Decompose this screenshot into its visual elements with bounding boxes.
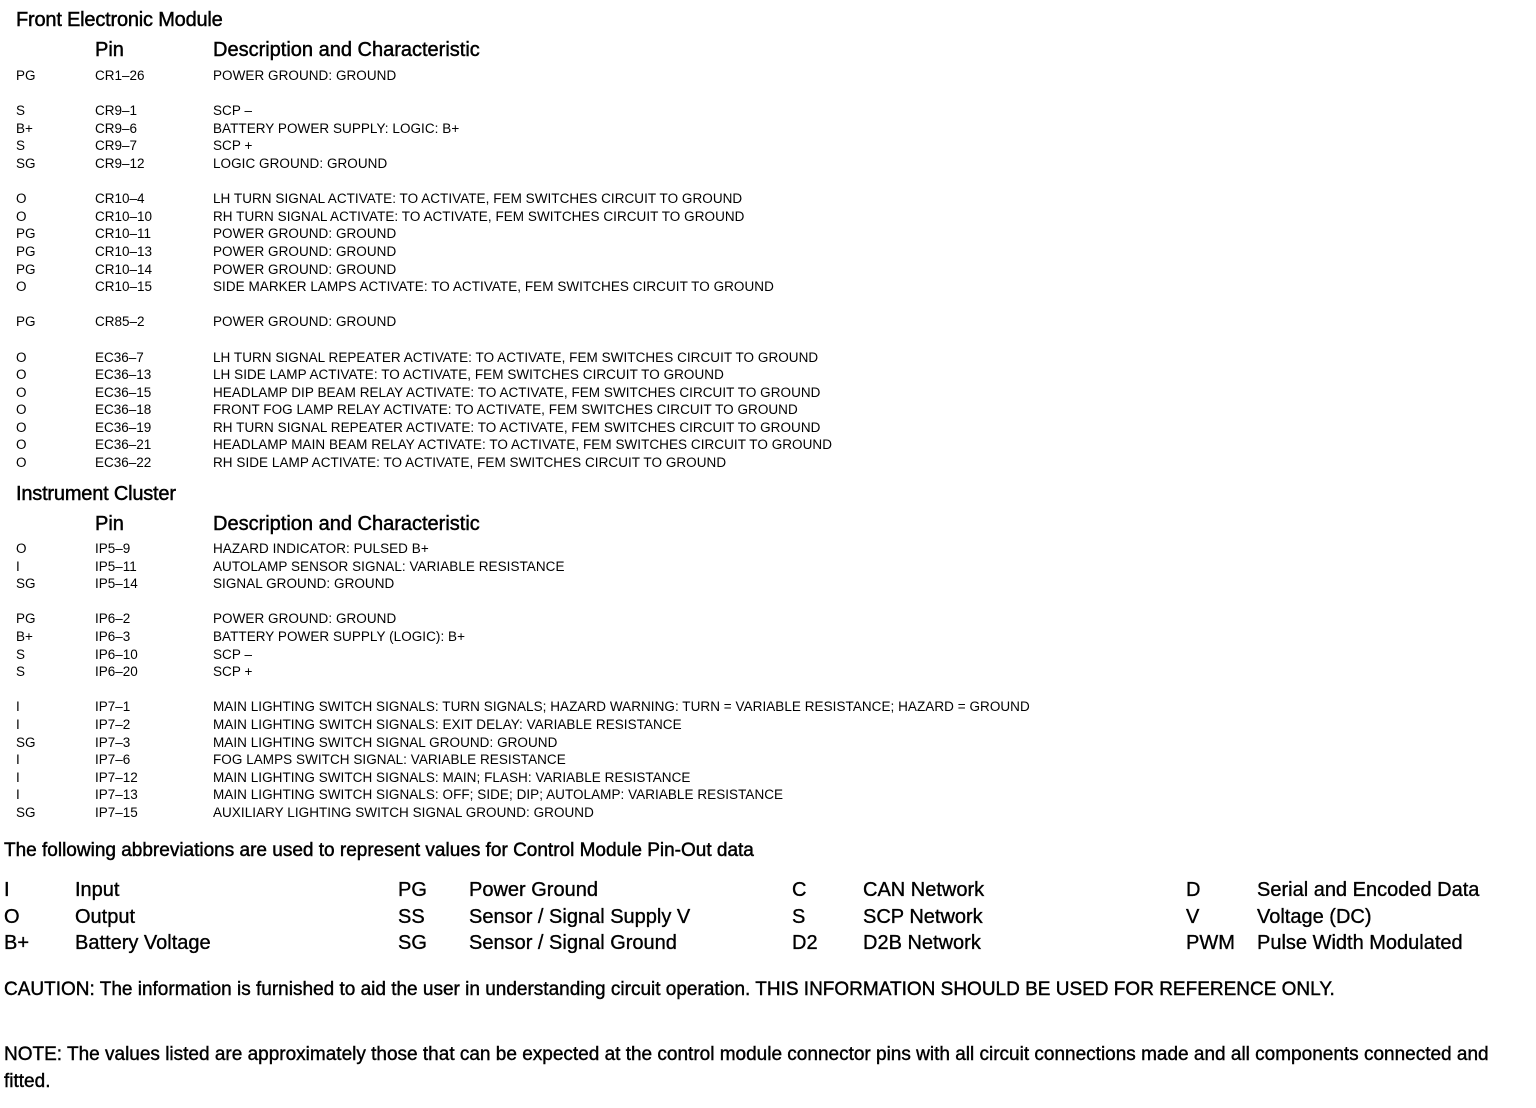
table-row bbox=[0, 804, 1536, 822]
pin-id: EC36–19 bbox=[95, 419, 152, 435]
abbreviation-code: I bbox=[4, 879, 10, 901]
table-row bbox=[0, 663, 1536, 681]
pin-type-code: O bbox=[16, 191, 27, 207]
pin-type-code: O bbox=[16, 367, 27, 383]
row-spacer bbox=[0, 173, 1536, 191]
pin-description: AUXILIARY LIGHTING SWITCH SIGNAL GROUND: GROUND bbox=[213, 804, 594, 820]
pin-description: MAIN LIGHTING SWITCH SIGNALS: TURN SIGNALS; HAZARD WARNING: TURN = VARIABLE RESISTANCE; HAZARD = GROUND bbox=[213, 699, 1030, 715]
pin-description: BATTERY POWER SUPPLY: LOGIC: B+ bbox=[213, 120, 460, 136]
pin-description: LH TURN SIGNAL ACTIVATE: TO ACTIVATE, FEM SWITCHES CIRCUIT TO GROUND bbox=[213, 191, 743, 207]
pin-type-code: SG bbox=[16, 804, 36, 820]
row-spacer bbox=[0, 85, 1536, 103]
pin-id: IP7–13 bbox=[95, 787, 138, 803]
table-row bbox=[0, 769, 1536, 787]
pin-description: HEADLAMP DIP BEAM RELAY ACTIVATE: TO ACTIVATE, FEM SWITCHES CIRCUIT TO GROUND bbox=[213, 384, 821, 400]
abbreviation-meaning: D2B Network bbox=[863, 932, 981, 954]
pin-description: AUTOLAMP SENSOR SIGNAL: VARIABLE RESISTANCE bbox=[213, 558, 565, 574]
pin-type-code: PG bbox=[16, 611, 36, 627]
ic-pin-table bbox=[0, 540, 1536, 822]
pin-type-code: O bbox=[16, 541, 27, 556]
pin-type-code: S bbox=[16, 103, 26, 119]
table-row bbox=[0, 698, 1536, 716]
pin-id: IP7–15 bbox=[95, 804, 138, 820]
pin-description: SCP + bbox=[213, 138, 253, 154]
pin-id: CR10–4 bbox=[95, 191, 145, 207]
table-row bbox=[0, 558, 1536, 576]
pin-description: RH TURN SIGNAL ACTIVATE: TO ACTIVATE, FEM SWITCHES CIRCUIT TO GROUND bbox=[213, 208, 745, 224]
abbreviation-row bbox=[0, 930, 1536, 957]
abbreviation-code: D bbox=[1186, 879, 1201, 901]
pin-id: IP7–12 bbox=[95, 769, 138, 785]
pin-description: POWER GROUND: GROUND bbox=[213, 314, 397, 330]
pin-id: EC36–21 bbox=[95, 437, 152, 453]
pin-id: IP5–14 bbox=[95, 576, 138, 592]
table-row bbox=[0, 575, 1536, 593]
pin-id: IP6–20 bbox=[95, 664, 138, 680]
pin-id: IP6–3 bbox=[95, 628, 131, 644]
table-row bbox=[0, 540, 1536, 558]
pin-description: POWER GROUND: GROUND bbox=[213, 226, 397, 242]
abbreviation-row bbox=[0, 904, 1536, 931]
pin-id: CR9–6 bbox=[95, 120, 138, 136]
pin-type-code: PG bbox=[16, 243, 36, 259]
pin-type-code: I bbox=[16, 769, 20, 785]
pin-type-code: I bbox=[16, 699, 20, 715]
abbreviation-code: PG bbox=[398, 879, 427, 901]
pin-id: EC36–13 bbox=[95, 367, 152, 383]
pin-type-code: I bbox=[16, 716, 20, 732]
pin-type-code: O bbox=[16, 208, 27, 224]
pin-description: POWER GROUND: GROUND bbox=[213, 261, 397, 277]
table-row bbox=[0, 155, 1536, 173]
table-row bbox=[0, 419, 1536, 437]
pin-id: CR10–15 bbox=[95, 279, 153, 295]
table-row bbox=[0, 243, 1536, 261]
pin-description: LH TURN SIGNAL REPEATER ACTIVATE: TO ACTIVATE, FEM SWITCHES CIRCUIT TO GROUND bbox=[213, 349, 819, 365]
pin-id: CR9–1 bbox=[95, 103, 138, 119]
pin-id: CR9–12 bbox=[95, 155, 145, 171]
pin-description: SIDE MARKER LAMPS ACTIVATE: TO ACTIVATE, FEM SWITCHES CIRCUIT TO GROUND bbox=[213, 279, 774, 295]
ic-desc-header: Description and Characteristic bbox=[213, 513, 480, 535]
pin-type-code: PG bbox=[16, 226, 36, 242]
pin-id: CR10–11 bbox=[95, 226, 152, 242]
pin-description: MAIN LIGHTING SWITCH SIGNALS: EXIT DELAY: VARIABLE RESISTANCE bbox=[213, 716, 682, 732]
abbreviation-meaning: Input bbox=[75, 879, 120, 901]
abbreviation-code: SG bbox=[398, 932, 427, 954]
table-row bbox=[0, 384, 1536, 402]
table-row bbox=[0, 278, 1536, 296]
table-row bbox=[0, 436, 1536, 454]
pin-type-code: I bbox=[16, 787, 20, 803]
pin-description: HAZARD INDICATOR: PULSED B+ bbox=[213, 541, 429, 556]
abbreviation-code: D2 bbox=[792, 932, 818, 954]
pin-description: POWER GROUND: GROUND bbox=[213, 611, 397, 627]
pin-id: IP5–11 bbox=[95, 558, 137, 574]
fem-pin-header: Pin bbox=[95, 39, 124, 61]
abbreviations-intro: The following abbreviations are used to represent values for Control Module Pin-Out data bbox=[4, 840, 754, 861]
pin-description: SIGNAL GROUND: GROUND bbox=[213, 576, 395, 592]
pin-type-code: O bbox=[16, 279, 27, 295]
table-row bbox=[0, 313, 1536, 331]
table-row bbox=[0, 225, 1536, 243]
pin-description: FRONT FOG LAMP RELAY ACTIVATE: TO ACTIVATE, FEM SWITCHES CIRCUIT TO GROUND bbox=[213, 402, 798, 418]
pin-id: IP5–9 bbox=[95, 541, 131, 556]
pin-id: CR10–14 bbox=[95, 261, 153, 277]
fem-desc-header: Description and Characteristic bbox=[213, 39, 480, 61]
pin-type-code: O bbox=[16, 437, 27, 453]
abbreviation-code: V bbox=[1186, 905, 1200, 928]
table-row bbox=[0, 102, 1536, 120]
pin-description: MAIN LIGHTING SWITCH SIGNALS: MAIN; FLASH: VARIABLE RESISTANCE bbox=[213, 769, 691, 785]
pin-description: SCP + bbox=[213, 664, 253, 680]
abbreviation-row bbox=[0, 877, 1536, 904]
table-row bbox=[0, 751, 1536, 769]
pin-id: IP6–10 bbox=[95, 646, 138, 662]
pin-id: IP7–3 bbox=[95, 734, 131, 750]
pin-description: LH SIDE LAMP ACTIVATE: TO ACTIVATE, FEM SWITCHES CIRCUIT TO GROUND bbox=[213, 367, 724, 383]
table-row bbox=[0, 137, 1536, 155]
table-row bbox=[0, 261, 1536, 279]
ic-pin-header: Pin bbox=[95, 513, 124, 535]
abbreviation-meaning: Serial and Encoded Data bbox=[1257, 879, 1480, 901]
pin-id: IP7–1 bbox=[95, 699, 131, 715]
pin-type-code: S bbox=[16, 664, 26, 680]
pin-description: SCP – bbox=[213, 103, 253, 119]
abbreviation-meaning: Battery Voltage bbox=[75, 932, 211, 954]
pin-description: POWER GROUND: GROUND bbox=[213, 68, 397, 83]
abbreviations-legend bbox=[0, 877, 1536, 957]
pin-id: EC36–18 bbox=[95, 402, 152, 418]
table-row bbox=[0, 716, 1536, 734]
pin-type-code: O bbox=[16, 419, 27, 435]
table-row bbox=[0, 67, 1536, 85]
pin-type-code: S bbox=[16, 138, 26, 154]
pin-description: MAIN LIGHTING SWITCH SIGNAL GROUND: GROUND bbox=[213, 734, 558, 750]
pin-type-code: O bbox=[16, 402, 27, 418]
pin-id: IP6–2 bbox=[95, 611, 131, 627]
abbreviation-meaning: Power Ground bbox=[469, 879, 598, 901]
abbreviation-meaning: Output bbox=[75, 905, 136, 928]
pin-description: LOGIC GROUND: GROUND bbox=[213, 155, 388, 171]
pin-id: EC36–22 bbox=[95, 455, 152, 471]
pin-description: MAIN LIGHTING SWITCH SIGNALS: OFF; SIDE; DIP; AUTOLAMP: VARIABLE RESISTANCE bbox=[213, 787, 784, 803]
abbreviation-code: S bbox=[792, 905, 806, 928]
pin-id: CR9–7 bbox=[95, 138, 138, 154]
pin-id: CR85–2 bbox=[95, 314, 145, 330]
pin-id: IP7–2 bbox=[95, 716, 131, 732]
pin-id: IP7–6 bbox=[95, 752, 131, 768]
pin-type-code: S bbox=[16, 646, 26, 662]
pin-id: EC36–7 bbox=[95, 349, 144, 365]
pin-type-code: O bbox=[16, 384, 27, 400]
pin-type-code: SG bbox=[16, 734, 36, 750]
table-row bbox=[0, 190, 1536, 208]
pin-id: CR10–10 bbox=[95, 208, 153, 224]
table-row bbox=[0, 120, 1536, 138]
pin-id: EC36–15 bbox=[95, 384, 152, 400]
pin-id: CR10–13 bbox=[95, 243, 153, 259]
note-text: NOTE: The values listed are approximately those that can be expected at the control module connector pins with all circuit connections made and all components connected and fitted. bbox=[4, 1044, 1489, 1092]
abbreviation-meaning: SCP Network bbox=[863, 905, 983, 928]
row-spacer bbox=[0, 296, 1536, 314]
row-spacer bbox=[0, 681, 1536, 699]
pin-description: HEADLAMP MAIN BEAM RELAY ACTIVATE: TO ACTIVATE, FEM SWITCHES CIRCUIT TO GROUND bbox=[213, 437, 833, 453]
pin-type-code: I bbox=[16, 752, 20, 768]
abbreviation-code: SS bbox=[398, 905, 425, 928]
pin-description: RH TURN SIGNAL REPEATER ACTIVATE: TO ACTIVATE, FEM SWITCHES CIRCUIT TO GROUND bbox=[213, 419, 821, 435]
abbreviation-code: O bbox=[4, 905, 20, 928]
table-row bbox=[0, 208, 1536, 226]
table-row bbox=[0, 734, 1536, 752]
pin-type-code: PG bbox=[16, 261, 36, 277]
table-row bbox=[0, 349, 1536, 367]
abbreviation-meaning: Voltage (DC) bbox=[1257, 905, 1372, 928]
abbreviation-meaning: Pulse Width Modulated bbox=[1257, 932, 1463, 954]
abbreviation-code: PWM bbox=[1186, 932, 1235, 954]
pin-type-code: SG bbox=[16, 155, 36, 171]
abbreviation-code: C bbox=[792, 879, 807, 901]
pin-description: SCP – bbox=[213, 646, 253, 662]
table-row bbox=[0, 786, 1536, 804]
ic-section-title: Instrument Cluster bbox=[16, 483, 176, 505]
pin-id: CR1–26 bbox=[95, 68, 145, 83]
table-row bbox=[0, 610, 1536, 628]
table-row bbox=[0, 646, 1536, 664]
pin-description: BATTERY POWER SUPPLY (LOGIC): B+ bbox=[213, 628, 466, 644]
row-spacer bbox=[0, 331, 1536, 349]
pin-description: RH SIDE LAMP ACTIVATE: TO ACTIVATE, FEM SWITCHES CIRCUIT TO GROUND bbox=[213, 455, 727, 471]
caution-text: CAUTION: The information is furnished to aid the user in understanding circuit operation. THIS INFORMATION SHOULD BE USED FOR REFERENCE ONLY. bbox=[4, 979, 1335, 1000]
table-row bbox=[0, 366, 1536, 384]
pin-description: POWER GROUND: GROUND bbox=[213, 243, 397, 259]
table-row bbox=[0, 401, 1536, 419]
pin-type-code: O bbox=[16, 349, 27, 365]
table-row bbox=[0, 454, 1536, 472]
abbreviation-code: B+ bbox=[4, 932, 30, 954]
pin-type-code: B+ bbox=[16, 120, 33, 136]
abbreviation-meaning: Sensor / Signal Ground bbox=[469, 932, 677, 954]
fem-pin-table bbox=[0, 67, 1536, 472]
abbreviation-meaning: CAN Network bbox=[863, 879, 985, 901]
row-spacer bbox=[0, 593, 1536, 611]
pin-type-code: O bbox=[16, 455, 27, 471]
pin-type-code: I bbox=[16, 558, 20, 574]
abbreviation-meaning: Sensor / Signal Supply V bbox=[469, 905, 691, 928]
table-row bbox=[0, 628, 1536, 646]
pin-type-code: B+ bbox=[16, 628, 33, 644]
fem-section-title: Front Electronic Module bbox=[16, 9, 223, 31]
pin-type-code: PG bbox=[16, 68, 36, 83]
pin-description: FOG LAMPS SWITCH SIGNAL: VARIABLE RESISTANCE bbox=[213, 752, 566, 768]
pin-type-code: SG bbox=[16, 576, 36, 592]
pin-type-code: PG bbox=[16, 314, 36, 330]
